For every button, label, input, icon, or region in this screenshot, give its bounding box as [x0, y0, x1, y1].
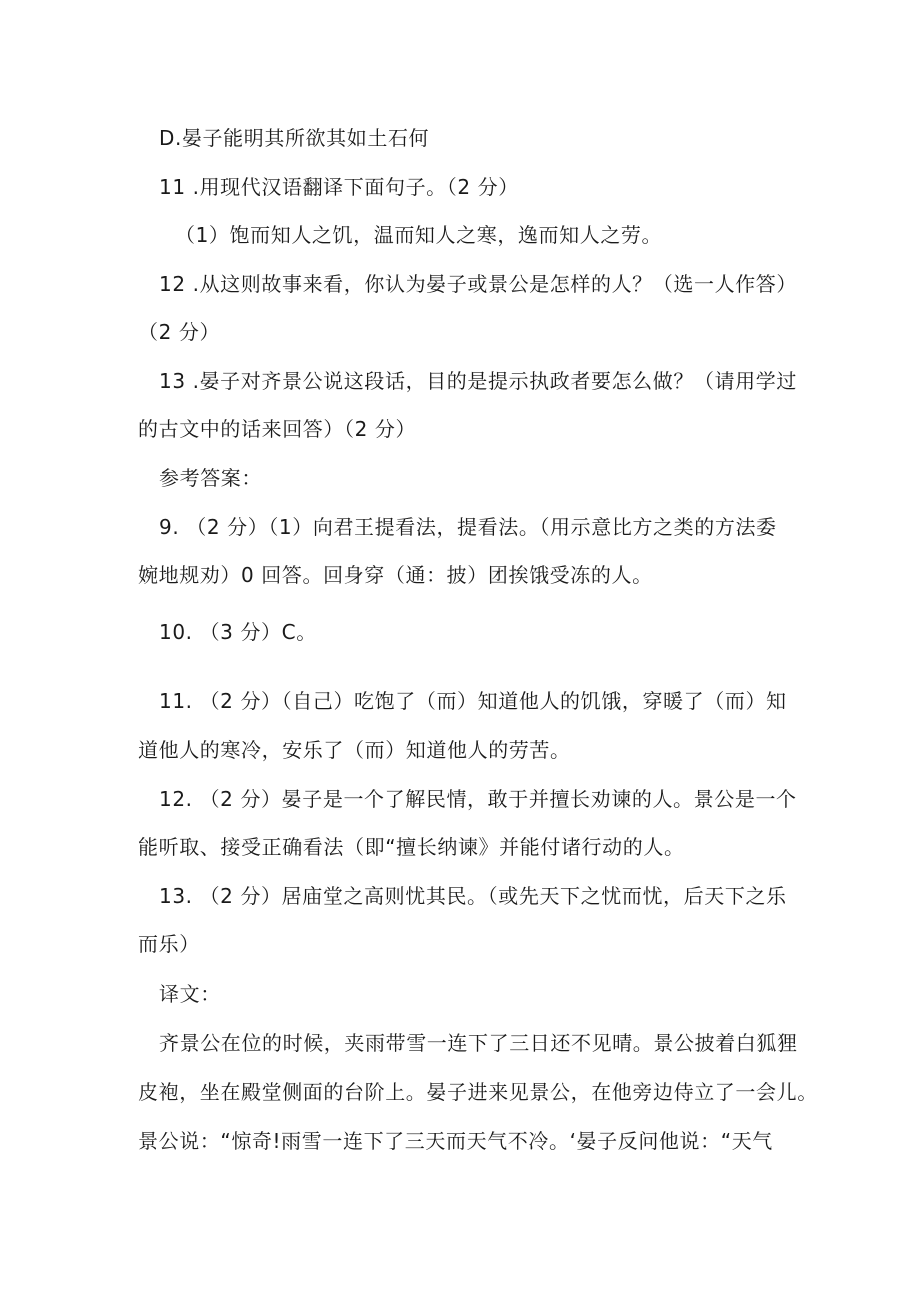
answer-12-continued: 能听取、接受正确看法（即“擅长纳谏》并能付诸行动的人。	[138, 835, 685, 859]
option-d-line: D.晏子能明其所欲其如土石何	[159, 126, 430, 150]
question-13-continued: 的古文中的话来回答）（2 分）	[138, 417, 417, 441]
question-11: 11 .用现代汉语翻译下面句子。（2 分）	[159, 175, 519, 199]
question-13: 13 .晏子对齐景公说这段话，目的是提示执政者要怎么做？（请用学过	[159, 369, 797, 393]
answer-9-continued: 婉地规劝）0 回答。回身穿（通：披）团挨饿受冻的人。	[138, 563, 653, 587]
translation-paragraph-line-3: 景公说：“惊奇!雨雪一连下了三天而天气不冷。‘晏子反问他说：“天气	[138, 1129, 773, 1153]
answer-9: 9. （2 分）（1）向君王提看法，提看法。（用示意比方之类的方法委	[159, 515, 777, 539]
answer-11-continued: 道他人的寒冷，安乐了（而）知道他人的劳苦。	[138, 738, 571, 762]
question-11-sentence: （1）饱而知人之饥，温而知人之寒，逸而知人之劳。	[175, 223, 663, 247]
question-12: 12 .从这则故事来看，你认为晏子或景公是怎样的人？（选一人作答）	[159, 272, 797, 296]
answer-12: 12. （2 分）晏子是一个了解民情，敢于并擅长劝谏的人。景公是一个	[159, 787, 797, 811]
question-12-score: （2 分）	[138, 320, 221, 344]
answer-10: 10. （3 分）C。	[159, 620, 317, 644]
answer-13: 13. （2 分）居庙堂之高则忧其民。（或先天下之忧而忧，后天下之乐	[159, 884, 787, 908]
translation-paragraph-line-1: 齐景公在位的时候，夹雨带雪一连下了三日还不见晴。景公披着白狐狸	[159, 1031, 798, 1055]
answer-13-continued: 而乐）	[138, 932, 200, 956]
translation-heading: 译文：	[159, 982, 221, 1006]
reference-answers-heading: 参考答案：	[159, 466, 262, 490]
answer-11: 11. （2 分）（自己）吃饱了（而）知道他人的饥饿，穿暖了（而）知	[159, 689, 787, 713]
translation-paragraph-line-2: 皮袍，坐在殿堂侧面的台阶上。晏子进来见景公，在他旁边侍立了一会儿。	[138, 1080, 818, 1104]
